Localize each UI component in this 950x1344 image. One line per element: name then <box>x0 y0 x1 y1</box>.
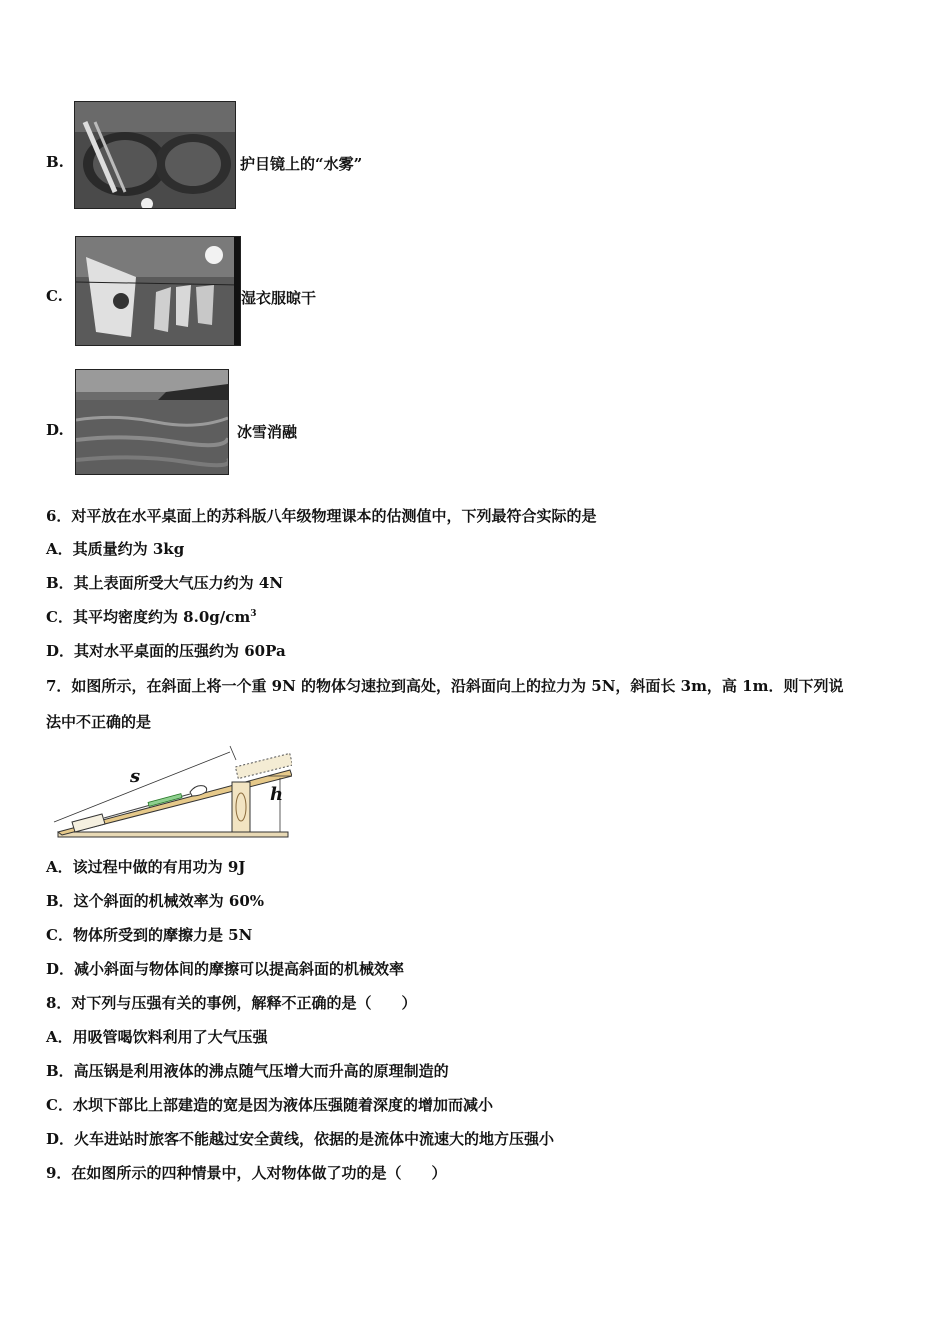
q7-stem-line1: 7．如图所示，在斜面上将一个重 9N 的物体匀速拉到高处，沿斜面向上的拉力为 5N，斜面长 3m，高 1m．则下列说 <box>46 677 844 695</box>
q6-option-a: A．其质量约为 3kg <box>46 540 185 558</box>
q6-option-d: D．其对水平桌面的压强约为 60Pa <box>46 642 286 660</box>
option-label: C. <box>46 287 63 305</box>
incline-figure <box>40 742 292 842</box>
q7-stem-line2: 法中不正确的是 <box>46 713 152 731</box>
s-label: s <box>130 766 141 787</box>
ground <box>58 832 288 837</box>
q6-stem: 6．对平放在水平桌面上的苏科版八年级物理课本的估测值中，下列最符合实际的是 <box>46 507 597 525</box>
q6-option-c <box>46 606 257 627</box>
q8-option-b: B．高压锅是利用液体的沸点随气压增大而升高的原理制造的 <box>46 1062 449 1080</box>
option-text: 冰雪消融 <box>237 423 298 441</box>
q6-option-b: B．其上表面所受大气压力约为 4N <box>46 574 284 592</box>
q8-option-d: D．火车进站时旅客不能越过安全黄线，依据的是流体中流速大的地方压强小 <box>46 1130 555 1148</box>
goggles-photo <box>74 101 236 209</box>
q7-option-b: B．这个斜面的机械效率为 60% <box>46 892 265 910</box>
drying-clothes-photo <box>75 236 241 346</box>
q6-option-c-text: C．其平均密度约为 8.0g/cm <box>46 608 251 626</box>
q7-option-c: C．物体所受到的摩擦力是 5N <box>46 926 253 944</box>
q7-option-a: A．该过程中做的有用功为 9J <box>46 858 246 876</box>
option-label: D. <box>46 421 64 439</box>
option-label: B. <box>46 153 64 171</box>
q7-option-d: D．减小斜面与物体间的摩擦可以提高斜面的机械效率 <box>46 960 405 978</box>
q8-stem: 8．对下列与压强有关的事例，解释不正确的是（ ） <box>46 994 417 1012</box>
object-box <box>72 814 105 832</box>
option-text: 湿衣服晾干 <box>241 289 317 307</box>
h-label: h <box>270 784 284 805</box>
option-text: 护目镜上的“水雾” <box>240 155 363 173</box>
q9-stem: 9．在如图所示的四种情景中，人对物体做了功的是（ ） <box>46 1164 447 1182</box>
q8-option-a: A．用吸管喝饮料利用了大气压强 <box>46 1028 268 1046</box>
support-block <box>232 782 250 832</box>
melting-ice-photo <box>75 369 229 475</box>
q8-option-c: C．水坝下部比上部建造的宽是因为液体压强随着深度的增加而减小 <box>46 1096 493 1114</box>
density-exponent: 3 <box>250 609 257 619</box>
